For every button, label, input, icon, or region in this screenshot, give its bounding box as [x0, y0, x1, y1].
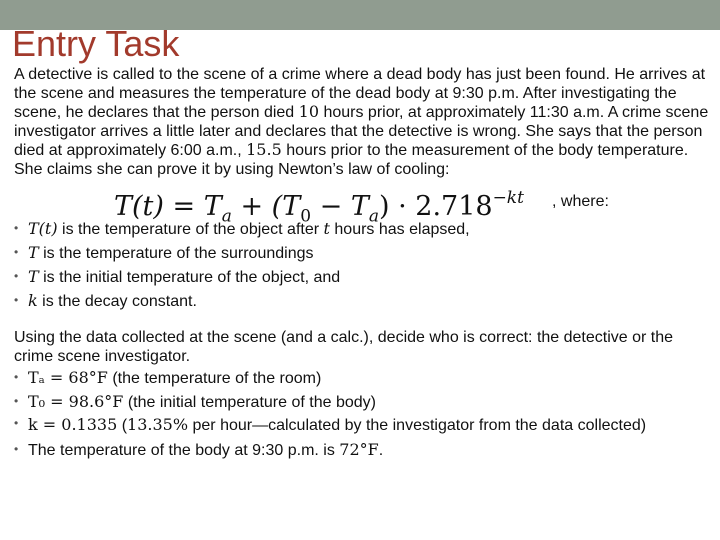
data-math: k = 0.1335 — [28, 415, 118, 434]
spacer — [14, 313, 710, 329]
def-text: is the initial temperature of the object, and — [38, 269, 341, 286]
data-text: (the initial temperature of the body) — [123, 394, 376, 411]
data-text-2: per hour—calculated by the investigator from the data collected) — [188, 417, 647, 434]
bullet-icon: • — [14, 245, 19, 259]
formula-sub-a2: a — [368, 206, 379, 227]
data-text: The temperature of the body at 9:30 p.m. is — [28, 441, 340, 459]
intro-text-2: hours prior, at approximately 11:30 a.m. A crime scene investigator arrives a little later and declares that the detective is wrong. She says that the person died at approximately 6:00 a.m., — [14, 104, 709, 159]
list-item — [14, 390, 710, 414]
formula-sub-0: 0 — [300, 206, 312, 227]
bullet-icon: • — [14, 293, 19, 307]
formula-part-1: T(t) = T — [114, 191, 222, 222]
data-math: T₀ = 98.6°F — [28, 392, 124, 411]
def-symbol: T — [28, 267, 39, 286]
formula-sub-a: a — [221, 206, 232, 227]
data-math: Tₐ = 68°F — [28, 368, 108, 387]
bullet-icon: • — [14, 441, 19, 456]
list-item — [14, 289, 710, 313]
bullet-icon: • — [14, 269, 19, 283]
data-list — [14, 366, 710, 462]
bullet-icon: • — [14, 394, 19, 408]
data-text: ( — [117, 417, 128, 434]
bullet-icon: • — [14, 370, 19, 384]
page-title: Entry Task — [12, 23, 180, 64]
data-text-2: . — [378, 441, 384, 459]
bullet-icon: • — [14, 221, 19, 235]
list-item — [14, 217, 710, 241]
def-text: is the decay constant. — [37, 293, 197, 310]
intro-paragraph — [14, 66, 710, 179]
intro-text-1: A detective is called to the scene of a crime where a dead body has just been found. He arrives at the scene and measures the temperature of the dead body at 9:30 p.m. After investigating the scene, he declares that the person died — [14, 66, 706, 121]
data-math-2: 72°F — [339, 439, 379, 459]
bullet-icon: • — [14, 416, 19, 430]
def-text: is the temperature of the object after — [57, 221, 324, 238]
formula-part-3: − T — [311, 191, 369, 222]
formula-part-4: ) · 2.718 — [378, 191, 493, 222]
def-var: t — [323, 219, 330, 238]
list-item — [14, 414, 710, 438]
intro-text-3: hours prior to the measurement of the body temperature. She claims she can prove it by using Newton’s law of cooling: — [14, 142, 689, 178]
def-symbol: T(t) — [28, 219, 58, 238]
slide-content — [14, 66, 710, 462]
intro-hours-investigator: 15.5 — [246, 140, 282, 159]
def-symbol: T — [28, 243, 39, 262]
def-text: is the temperature of the surroundings — [38, 245, 314, 262]
definitions-list — [14, 217, 710, 313]
formula-where: , where: — [552, 193, 609, 210]
data-text: (the temperature of the room) — [107, 370, 322, 387]
list-item — [14, 241, 710, 265]
def-tail: hours has elapsed, — [329, 221, 470, 238]
list-item — [14, 366, 710, 390]
list-item — [14, 265, 710, 289]
formula-row — [14, 181, 710, 227]
intro-hours-detective: 10 — [298, 102, 319, 121]
def-symbol: k — [28, 291, 38, 310]
task-paragraph: Using the data collected at the scene (and a calc.), decide who is correct: the detective or the crime scene investigator. — [14, 329, 674, 365]
formula-exponent: −kt — [492, 188, 524, 208]
data-math-2: 13.35% — [127, 415, 189, 434]
formula-part-2: + (T — [231, 191, 301, 222]
list-item — [14, 438, 710, 462]
